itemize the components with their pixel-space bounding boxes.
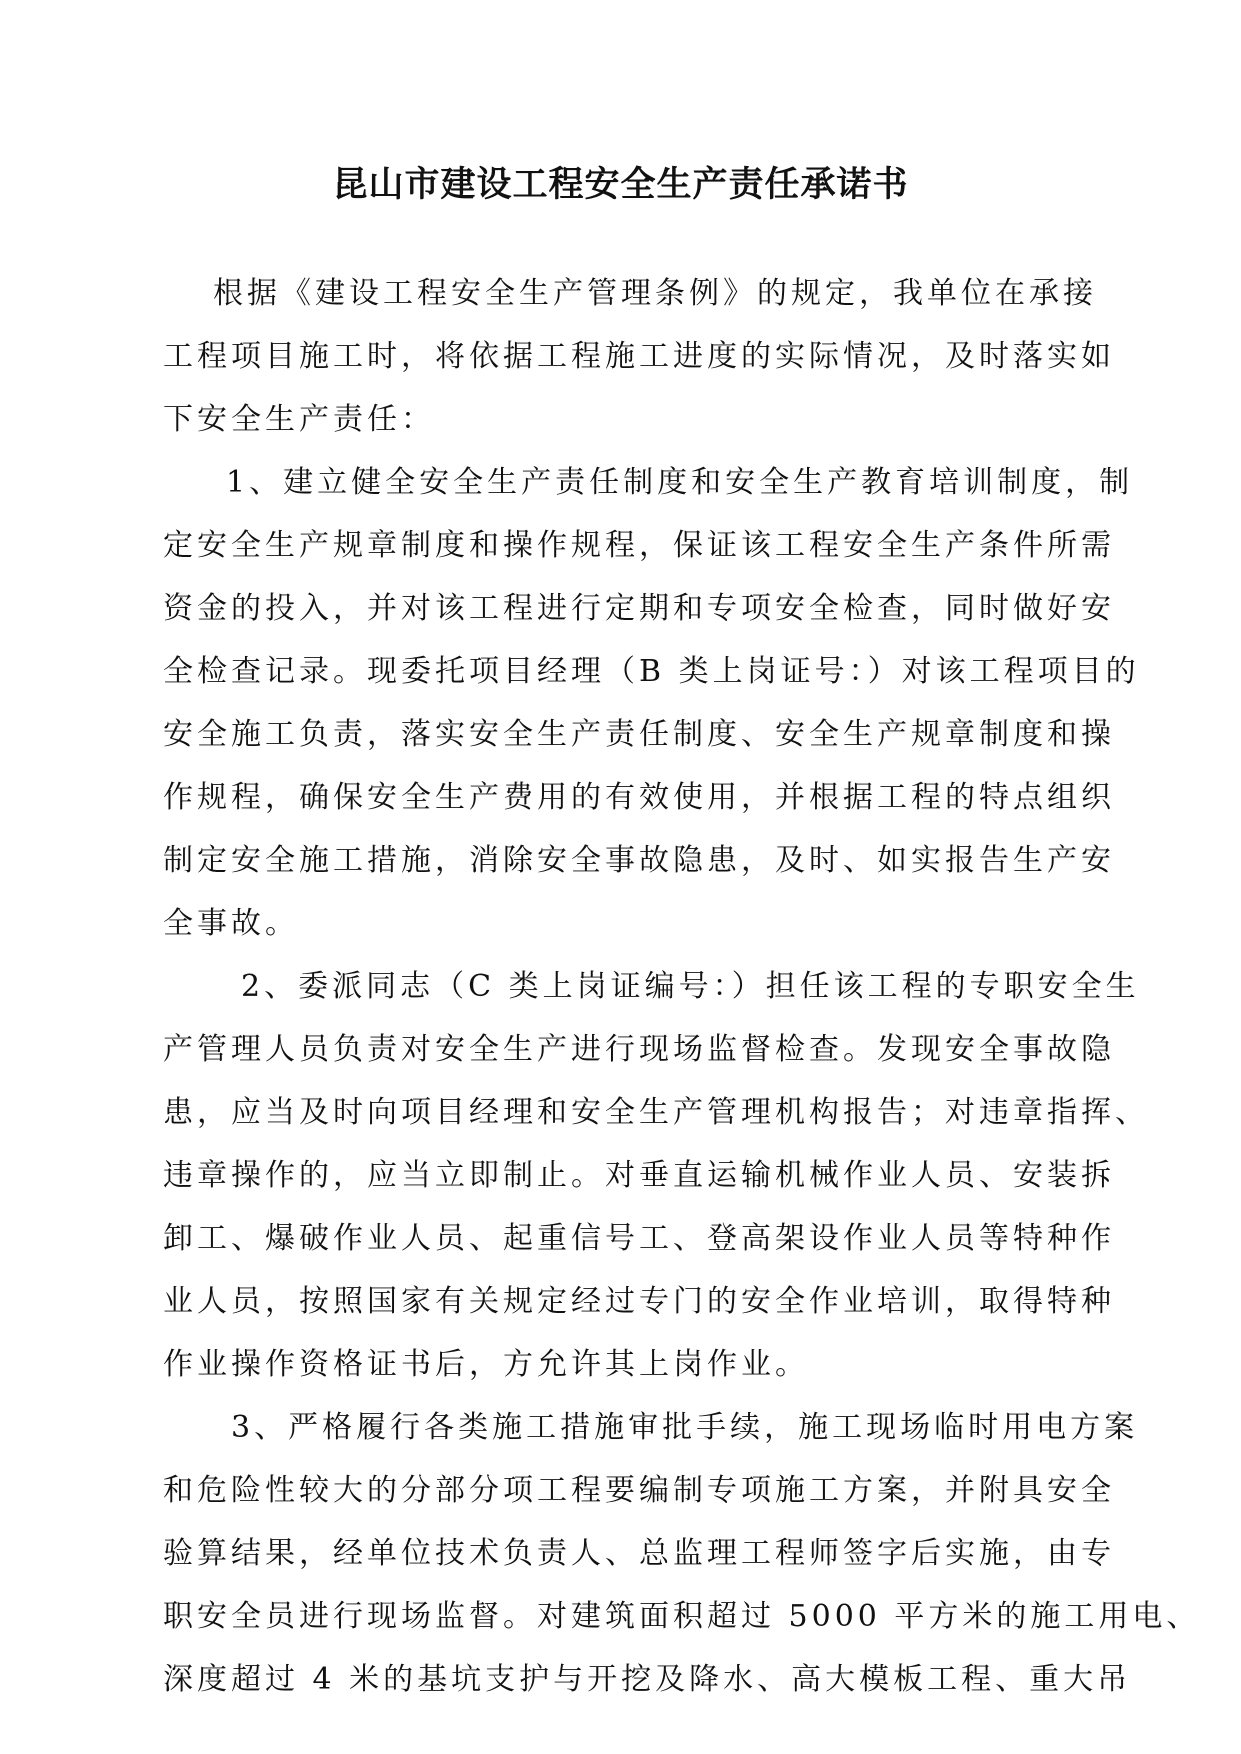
clause-2-line-5: 卸工、爆破作业人员、起重信号工、登高架设作业人员等特种作 [163,1221,1115,1256]
intro-line-1: 根据《建设工程安全生产管理条例》的规定，我单位在承接 [213,276,1097,311]
clause-2-line-6: 业人员，按照国家有关规定经过专门的安全作业培训，取得特种 [163,1284,1115,1319]
clause-1-line-4: 全检查记录。现委托项目经理（B 类上岗证号：）对该工程项目的 [163,654,1140,689]
clause-3-line-2: 和危险性较大的分部分项工程要编制专项施工方案，并附具安全 [163,1473,1115,1508]
clause-1-line-7: 制定安全施工措施，消除安全事故隐患，及时、如实报告生产安 [163,843,1115,878]
clause-1-line-5: 安全施工负责，落实安全生产责任制度、安全生产规章制度和操 [163,717,1115,752]
clause-3-line-5: 深度超过 4 米的基坑支护与开挖及降水、高大模板工程、重大吊 [163,1662,1132,1697]
clause-1-line-3: 资金的投入，并对该工程进行定期和专项安全检查，同时做好安 [163,591,1115,626]
clause-2-line-7: 作业操作资格证书后，方允许其上岗作业。 [163,1347,809,1382]
clause-1-line-2: 定安全生产规章制度和操作规程，保证该工程安全生产条件所需 [163,528,1115,563]
intro-line-2: 工程项目施工时，将依据工程施工进度的实际情况，及时落实如 [163,339,1115,374]
clause-3-line-4: 职安全员进行现场监督。对建筑面积超过 5000 平方米的施工用电、 [163,1599,1201,1634]
clause-2-line-3: 患，应当及时向项目经理和安全生产管理机构报告；对违章指挥、 [163,1095,1149,1130]
clause-1-line-6: 作规程，确保安全生产费用的有效使用，并根据工程的特点组织 [163,780,1115,815]
clause-1-line-1: 1、建立健全安全生产责任制度和安全生产教育培训制度，制 [226,465,1134,500]
clause-3-line-1: 3、严格履行各类施工措施审批手续，施工现场临时用电方案 [231,1410,1139,1445]
intro-line-3: 下安全生产责任： [163,402,435,437]
clause-3-line-3: 验算结果，经单位技术负责人、总监理工程师签字后实施，由专 [163,1536,1115,1571]
document-body [163,262,1201,1711]
clause-2-line-4: 违章操作的，应当立即制止。对垂直运输机械作业人员、安装拆 [163,1158,1115,1193]
clause-2-line-2: 产管理人员负责对安全生产进行现场监督检查。发现安全事故隐 [163,1032,1115,1067]
clause-1-line-8: 全事故。 [163,906,299,941]
clause-2-line-1: 2、委派同志（C 类上岗证编号：）担任该工程的专职安全生 [241,969,1140,1004]
document-title: 昆山市建设工程安全生产责任承诺书 [332,165,909,205]
